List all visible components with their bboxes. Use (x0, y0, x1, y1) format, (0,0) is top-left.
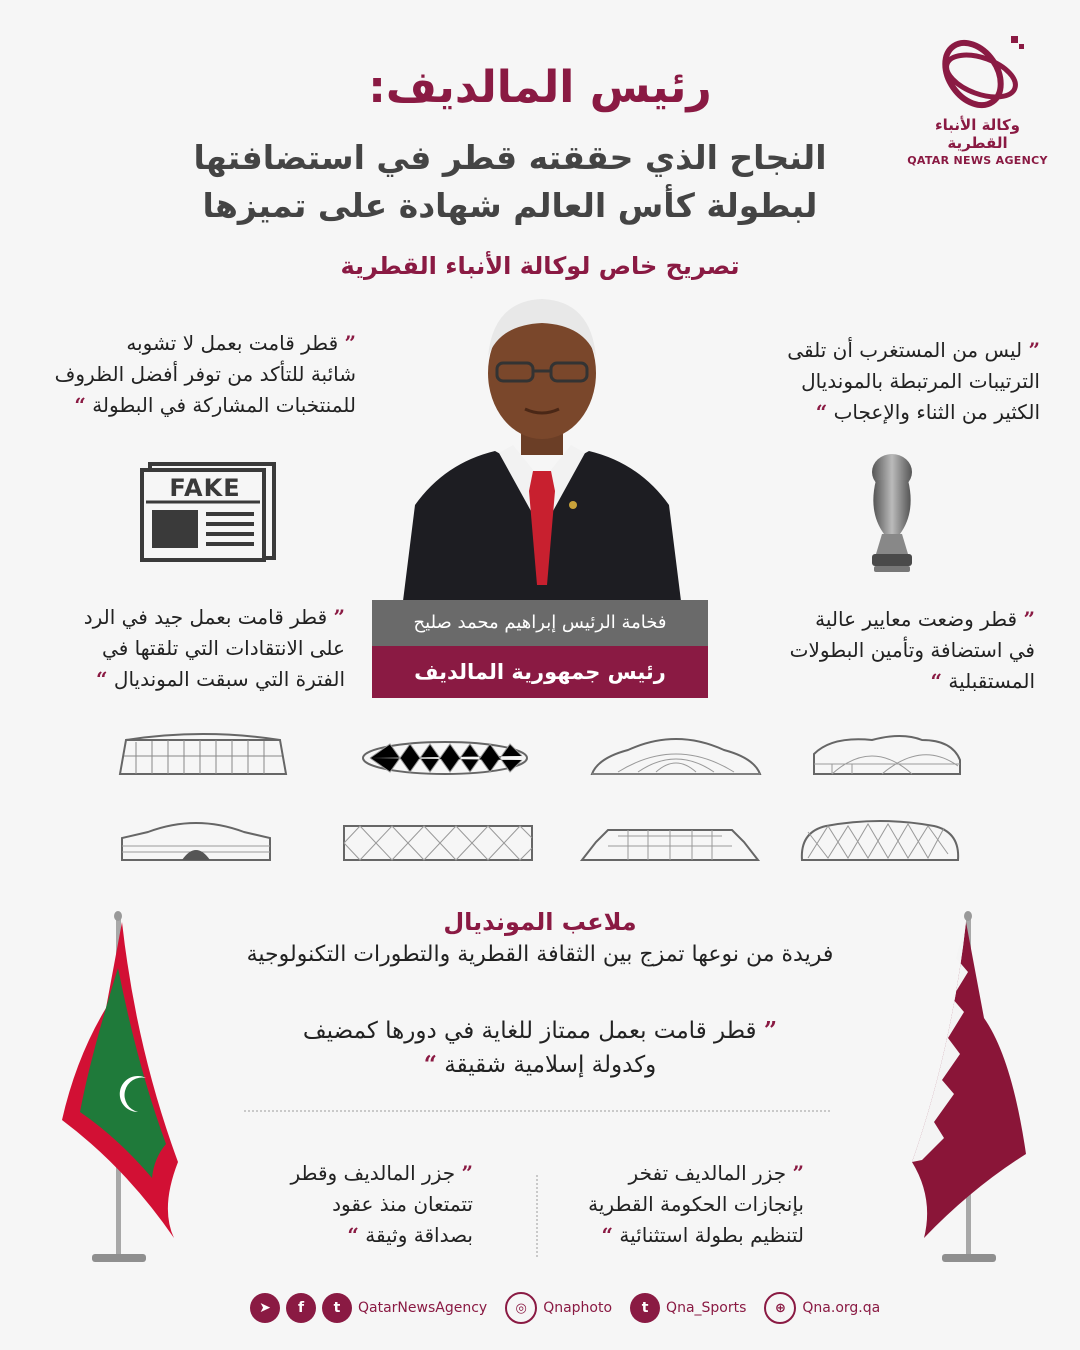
twitter-icon[interactable]: t (630, 1293, 660, 1323)
handle-qatarnewsagency[interactable]: QatarNewsAgency (358, 1300, 488, 1316)
open-quote-icon: ” (1023, 607, 1035, 631)
quote-line: في استضافة وتأمين البطولات (789, 638, 1035, 662)
open-quote-icon: ” (792, 1161, 804, 1185)
handle-qna-sports[interactable]: Qna_Sports (666, 1300, 747, 1316)
quote-line: المستقبلية (948, 669, 1035, 693)
headline-subtitle (180, 134, 840, 230)
open-quote-icon: ” (1028, 338, 1040, 362)
stadium-icon (340, 822, 536, 864)
open-quote-icon: ” (333, 605, 345, 629)
president-name-box (372, 600, 708, 698)
website-link[interactable]: Qna.org.qa (802, 1300, 881, 1316)
facebook-icon[interactable]: f (286, 1293, 316, 1323)
close-quote-icon: “ (423, 1051, 437, 1078)
quote-line: جزر المالديف تفخر (628, 1161, 787, 1185)
quote-line: للمنتخبات المشاركة في البطولة (92, 393, 356, 417)
telegram-icon[interactable]: ➤ (250, 1293, 280, 1323)
special-statement: تصريح خاص لوكالة الأنباء القطرية (340, 252, 740, 280)
subtitle-line-1: النجاح الذي حققته قطر في استضافتها (193, 138, 827, 177)
close-quote-icon: “ (74, 393, 86, 417)
quote-mid-right (745, 604, 1035, 697)
president-name: فخامة الرئيس إبراهيم محمد صليح (372, 600, 708, 646)
close-quote-icon: “ (96, 667, 108, 691)
quote-line: لتنظيم بطولة استثنائية (619, 1223, 804, 1247)
close-quote-icon: “ (930, 669, 943, 693)
stadium-icon (812, 730, 962, 778)
quote-line: قطر قامت بعمل جيد في الرد (83, 605, 328, 629)
footer-social (250, 1290, 892, 1326)
logo-name-ar: وكالة الأنباء القطرية (935, 116, 1020, 152)
quote-line: جزر المالديف وقطر (290, 1161, 456, 1185)
president-role: رئيس جمهورية المالديف (372, 646, 708, 698)
quote-line: قطر قامت بعمل ممتاز للغاية في دورها كمضيف (302, 1018, 757, 1044)
quote-center (240, 1014, 840, 1082)
stadium-icon (118, 816, 274, 864)
open-quote-icon: ” (763, 1017, 778, 1044)
divider-vertical (536, 1175, 538, 1257)
stadiums-title: ملاعب المونديال (443, 908, 637, 936)
stadium-icon (798, 818, 962, 864)
subtitle-line-2: لبطولة كأس العالم شهادة على تميزها (202, 186, 818, 225)
quote-top-left (40, 328, 356, 421)
quote-line: قطر وضعت معايير عالية (815, 607, 1018, 631)
trophy-icon (862, 452, 922, 580)
quote-line: ليس من المستغرب أن تلقى (787, 338, 1023, 362)
quote-line: الفترة التي سبقت المونديال (113, 667, 345, 691)
quote-line: على الانتقادات التي تلقتها في (102, 636, 345, 660)
stadium-icon (116, 728, 290, 778)
twitter-icon[interactable]: t (322, 1293, 352, 1323)
stadium-icon (360, 738, 530, 778)
stadium-icon (578, 822, 762, 864)
maldives-flag (56, 908, 186, 1276)
quote-mid-left (40, 602, 345, 695)
stadium-icon (588, 732, 764, 778)
quote-bottom-right (582, 1158, 804, 1251)
quote-line: شائبة للتأكد من توفر أفضل الظروف (54, 362, 356, 386)
open-quote-icon: ” (461, 1161, 473, 1185)
globe-icon[interactable]: ⊕ (764, 1292, 796, 1324)
close-quote-icon: “ (347, 1223, 359, 1247)
quote-line: وكدولة إسلامية شقيقة (444, 1052, 657, 1078)
headline-title: رئيس المالديف: (368, 62, 712, 113)
quote-line: الكثير من الثناء والإعجاب (833, 400, 1040, 424)
divider (244, 1110, 830, 1112)
close-quote-icon: “ (815, 400, 828, 424)
qna-logo (905, 30, 1050, 167)
close-quote-icon: “ (601, 1223, 614, 1247)
quote-line: قطر قامت بعمل لا تشوبه (126, 331, 339, 355)
fake-newspaper-icon (138, 462, 278, 566)
handle-qnaphoto[interactable]: Qnaphoto (543, 1300, 613, 1316)
quote-line: بصداقة وثيقة (365, 1223, 473, 1247)
instagram-icon[interactable]: ◎ (505, 1292, 537, 1324)
stadiums-body: فريدة من نوعها تمزج بين الثقافة القطرية والتطورات التكنولوجية (246, 942, 834, 967)
logo-name-en: QATAR NEWS AGENCY (907, 154, 1048, 167)
quote-top-right (735, 335, 1040, 428)
president-portrait (385, 295, 699, 601)
fake-label: FAKE (169, 474, 241, 502)
qna-logo-mark (923, 30, 1033, 112)
quote-line: تتمتعان منذ عقود (332, 1192, 473, 1216)
qatar-flag (904, 908, 1034, 1276)
quote-bottom-left (268, 1158, 473, 1251)
open-quote-icon: ” (344, 331, 356, 355)
quote-line: بإنجازات الحكومة القطرية (588, 1192, 804, 1216)
quote-line: الترتيبات المرتبطة بالمونديال (801, 369, 1040, 393)
